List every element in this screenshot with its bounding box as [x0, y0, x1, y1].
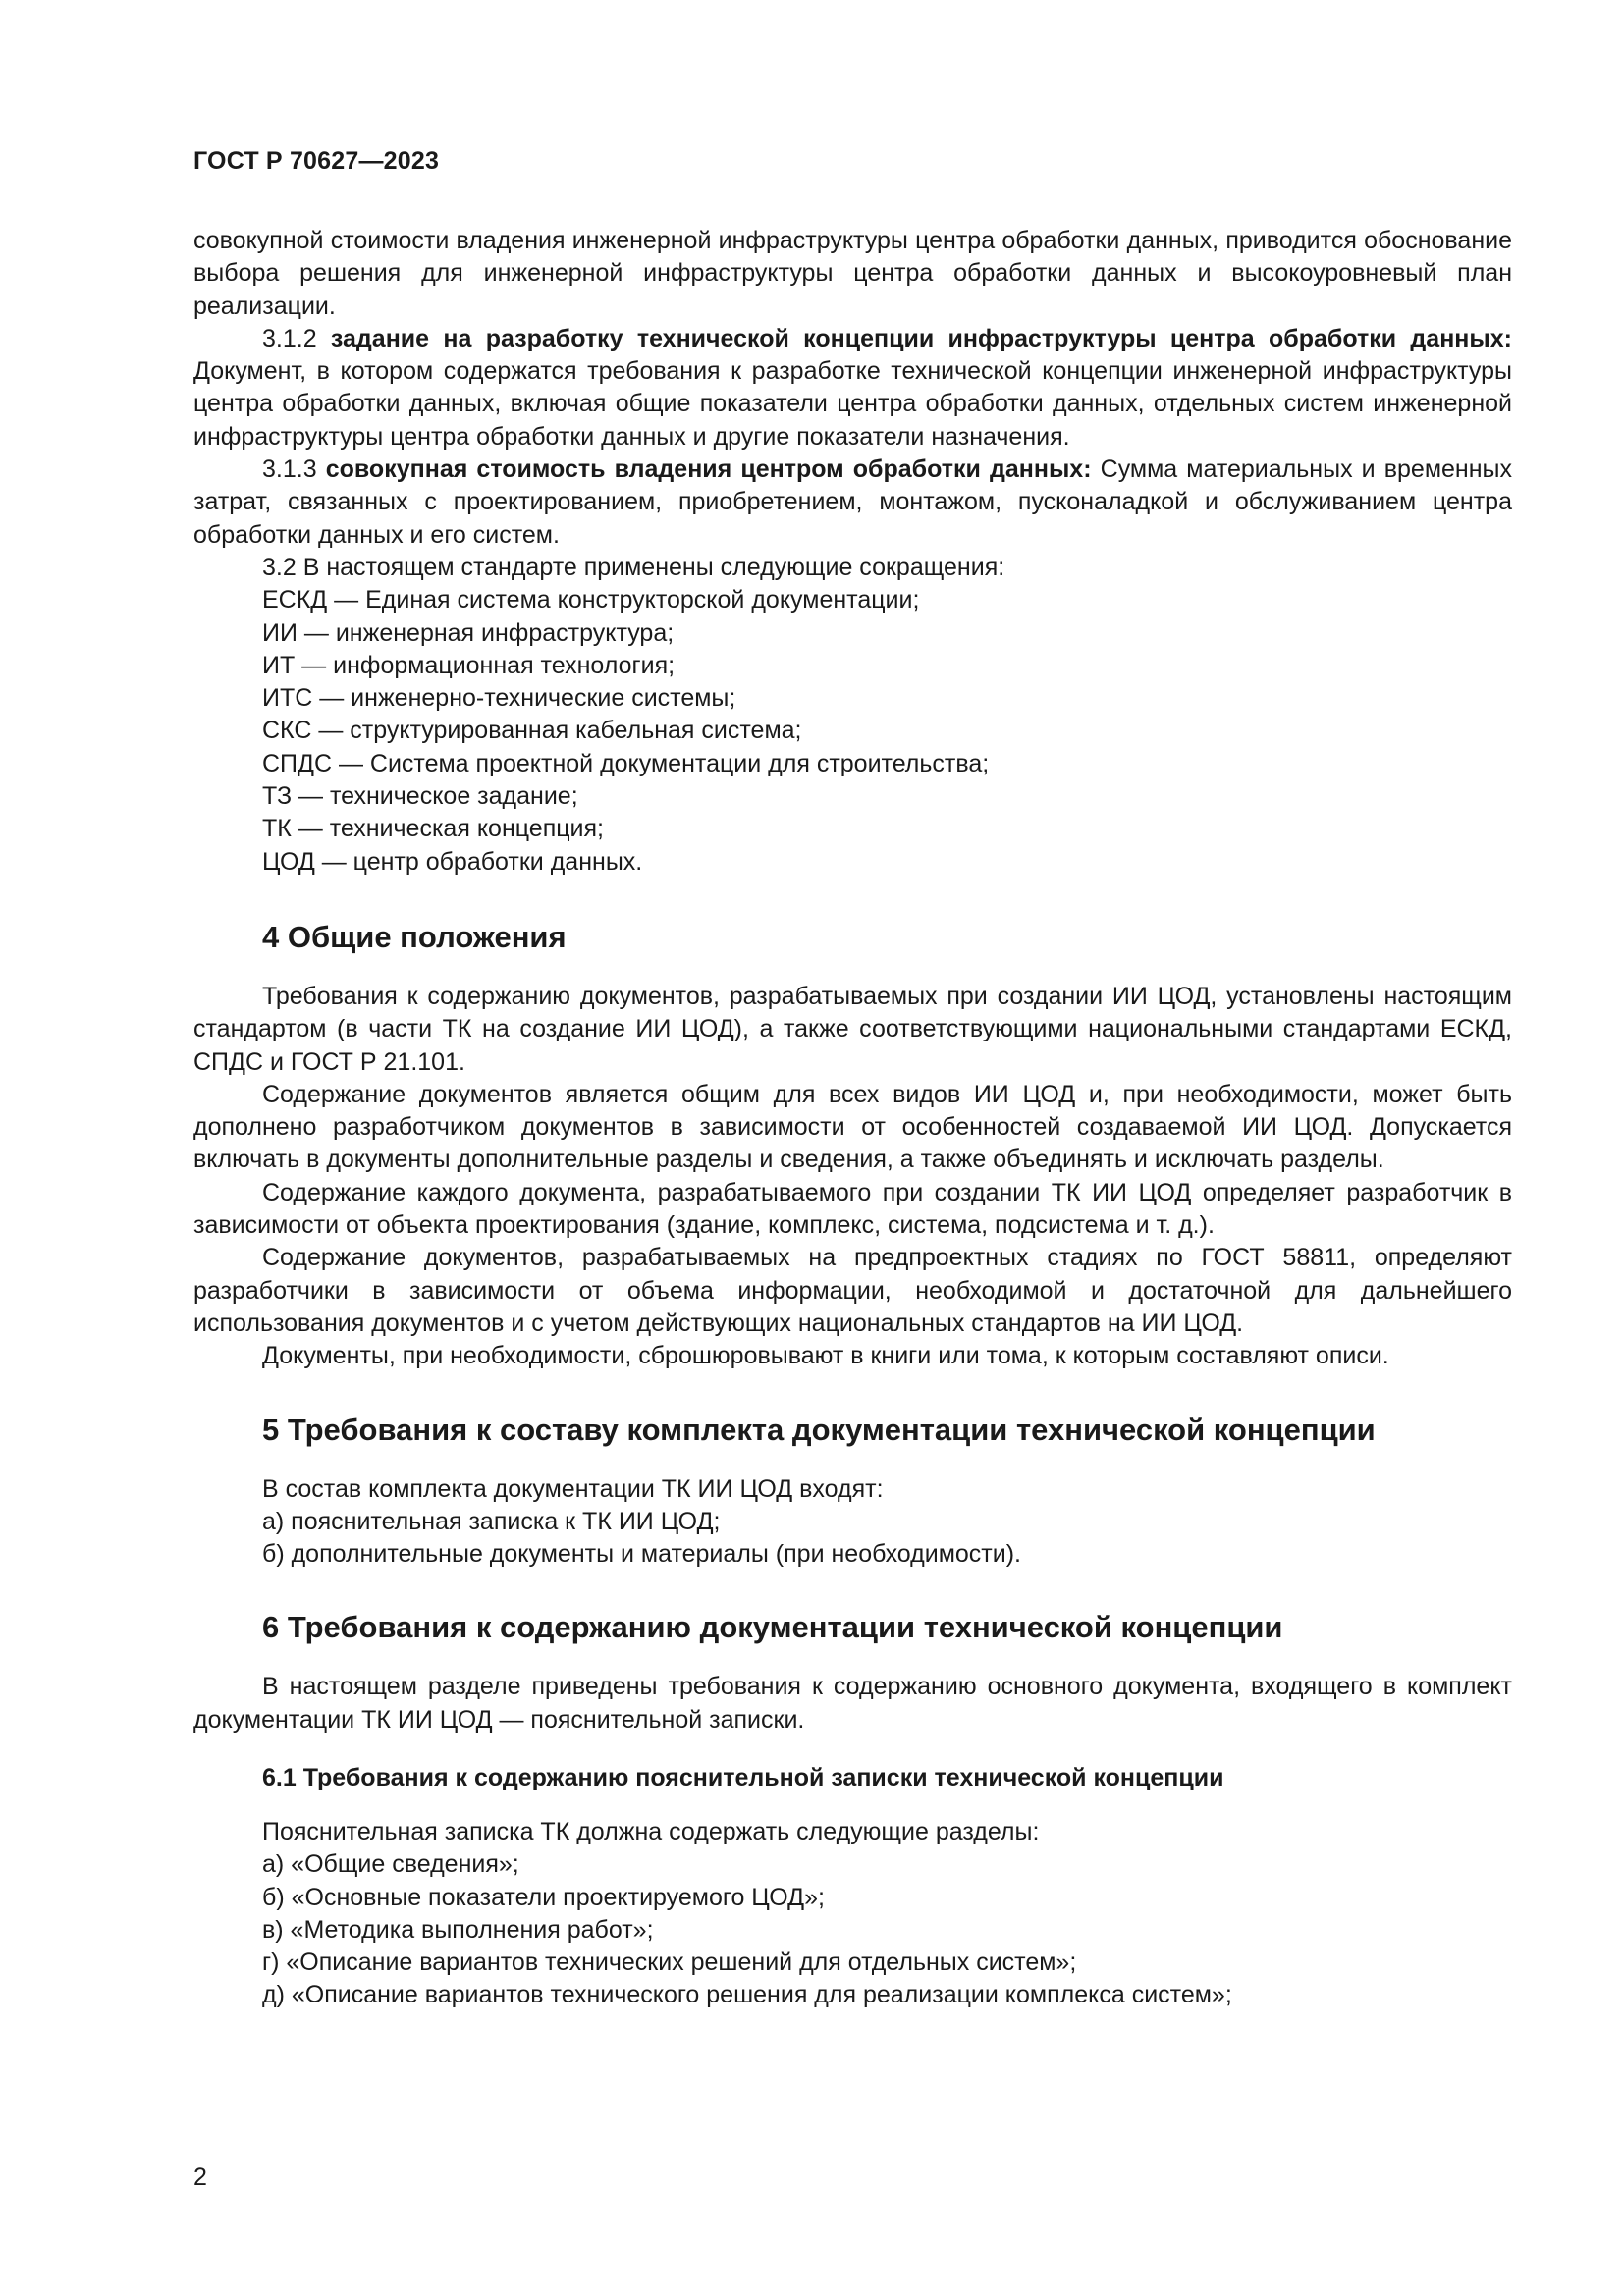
document-code-header: ГОСТ Р 70627—2023: [193, 147, 440, 175]
abbreviation-item: ТЗ — техническое задание;: [262, 782, 578, 811]
section-4-paragraph: Требования к содержанию документов, разрабатываемых при создании ИИ ЦОД, установлены настоящим стандартом (в части ТК на создание ИИ ЦОД), а также соответствующими национальными стандартами ЕСКД, СПДС и ГОСТ Р 21.101.: [193, 982, 1512, 1076]
term-number: 3.1.3: [262, 455, 326, 484]
paragraph-intro: совокупной стоимости владения инженерной инфраструктуры центра обработки данных, приводится обоснование выбора решения для инженерной инфраструктуры центра обработки данных и высокоуровневый план реализации.: [193, 227, 1512, 320]
section-4-paragraph: Содержание документов является общим для всех видов ИИ ЦОД и, при необходимости, может быть дополнено разработчиком документов в зависимости от особенностей создаваемой ИИ ЦОД. Допускается включать в документы дополнительные разделы и сведения, а также объединять и исключать разделы.: [193, 1080, 1512, 1174]
page-number: 2: [193, 2163, 207, 2191]
subsection-6-1-heading: 6.1 Требования к содержанию пояснительной записки технической концепции: [262, 1763, 1224, 1791]
term-name: совокупная стоимость владения центром обработки данных:: [325, 455, 1092, 484]
abbreviation-item: СПДС — Система проектной документации для строительства;: [262, 749, 990, 777]
subsection-6-1-line: Пояснительная записка ТК должна содержать следующие разделы:: [262, 1817, 1040, 1845]
section-5-line: В состав комплекта документации ТК ИИ ЦОД входят:: [262, 1474, 884, 1503]
subsection-6-1-list-item: б) «Основные показатели проектируемого ЦОД»;: [262, 1883, 825, 1911]
term-number: 3.1.2: [262, 324, 331, 352]
abbreviation-item: ИТС — инженерно-технические системы;: [262, 684, 736, 713]
abbreviation-item: ИТ — информационная технология;: [262, 651, 676, 679]
subsection-6-1-list-item: в) «Методика выполнения работ»;: [262, 1915, 654, 1944]
abbreviation-item: ЦОД — центр обработки данных.: [262, 847, 643, 876]
section-4-paragraph: Содержание документов, разрабатываемых на предпроектных стадиях по ГОСТ 58811, определяют разработчики в зависимости от объема информации, необходимой и достаточной для дальнейшего использования документов и с учетом действующих национальных стандартов на ИИ ЦОД.: [193, 1244, 1512, 1337]
abbreviation-item: ТК — техническая концепция;: [262, 815, 604, 843]
section-4-paragraph: Документы, при необходимости, сброшюровывают в книги или тома, к которым составляют описи.: [262, 1342, 1389, 1370]
abbreviation-item: ЕСКД — Единая система конструкторской документации;: [262, 586, 920, 614]
term-3-1-3: [193, 454, 1512, 552]
section-6-heading: 6 Требования к содержанию документации технической концепции: [262, 1610, 1283, 1645]
term-definition: Сумма материальных и временных затрат, связанных с проектированием, приобретением, монтажом, пусконаладкой и обслуживанием центра обработки данных и его систем.: [193, 455, 1512, 549]
term-definition: Документ, в котором содержатся требования к разработке технической концепции инженерной инфраструктуры центра обработки данных, включая общие показатели центра обработки данных, отдельных систем инженерной инфраструктуры центра обработки данных и другие показатели назначения.: [193, 357, 1512, 451]
section-6-paragraph: В настоящем разделе приведены требования к содержанию основного документа, входящего в комплект документации ТК ИИ ЦОД — пояснительной записки.: [193, 1673, 1512, 1734]
abbreviation-item: СКС — структурированная кабельная система;: [262, 717, 802, 745]
term-name: задание на разработку технической концепции инфраструктуры центра обработки данных:: [330, 324, 1512, 352]
subsection-6-1-list-item: г) «Описание вариантов технических решений для отдельных систем»;: [262, 1949, 1077, 1977]
section-4-heading: 4 Общие положения: [262, 919, 567, 954]
section-5-list-item: б) дополнительные документы и материалы (при необходимости).: [262, 1540, 1021, 1569]
abbreviation-item: ИИ — инженерная инфраструктура;: [262, 618, 675, 647]
section-5-heading: 5 Требования к составу комплекта документации технической концепции: [262, 1412, 1376, 1447]
abbreviations-intro: 3.2 В настоящем стандарте применены следующие сокращения:: [262, 553, 1005, 581]
section-4-paragraph: Содержание каждого документа, разрабатываемого при создании ТК ИИ ЦОД определяет разработчик в зависимости от объекта проектирования (здание, комплекс, система, подсистема и т. д.).: [193, 1178, 1512, 1240]
subsection-6-1-list-item: а) «Общие сведения»;: [262, 1850, 519, 1879]
section-5-list-item: а) пояснительная записка к ТК ИИ ЦОД;: [262, 1507, 721, 1535]
page-content: [193, 225, 1512, 2012]
term-3-1-2: [193, 323, 1512, 454]
subsection-6-1-list-item: д) «Описание вариантов технического решения для реализации комплекса систем»;: [262, 1981, 1232, 2009]
